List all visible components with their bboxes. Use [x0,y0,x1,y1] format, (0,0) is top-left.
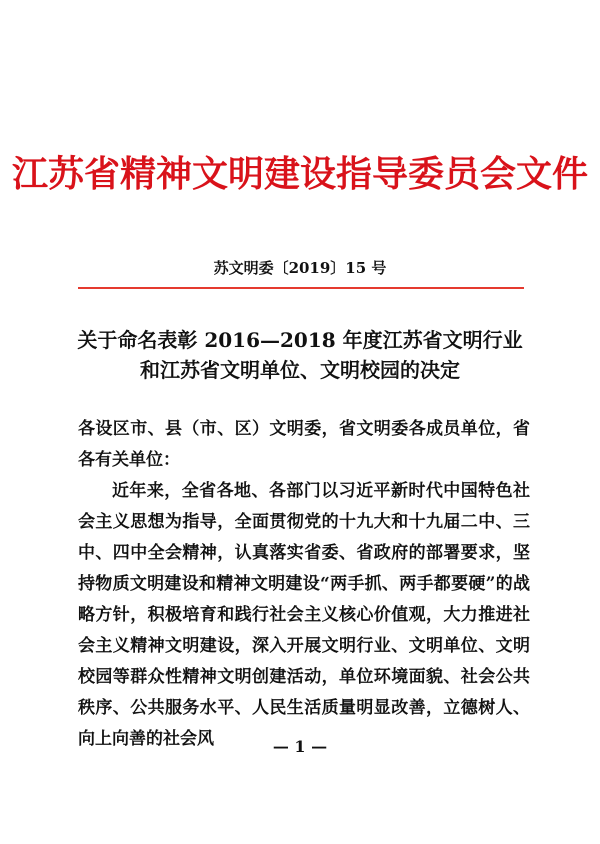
red-divider-line [78,287,524,289]
document-body [78,414,530,755]
document-title [0,325,600,385]
title-line-2: 和江苏省文明单位、文明校园的决定 [140,358,460,382]
title-line-1: 关于命名表彰 2016—2018 年度江苏省文明行业 [77,328,523,352]
page-number: — 1 — [272,737,328,756]
document-number: 苏文明委〔2019〕15 号 [213,259,387,277]
issuer-title: 江苏省精神文明建设指导委员会文件 [11,153,588,195]
paragraph: 近年来，全省各地、各部门以习近平新时代中国特色社会主义思想为指导，全面贯彻党的十九大和十九届二中、三中、四中全会精神，认真落实省委、省政府的部署要求，坚持物质文明建设和精神文明建设“两手抓、两手都要硬”的战略方针，积极培育和践行社会主义核心价值观，大力推进社会主义精神文明建设，深入开展文明行业、文明单位、文明校园等群众性精神文明创建活动，单位环境面貌、社会公共秩序、公共服务水平、人民生活质量明显改善，立德树人、向上向善的社会风 [78,481,530,749]
salutation: 各设区市、县（市、区）文明委，省文明委各成员单位，省各有关单位： [78,419,530,470]
